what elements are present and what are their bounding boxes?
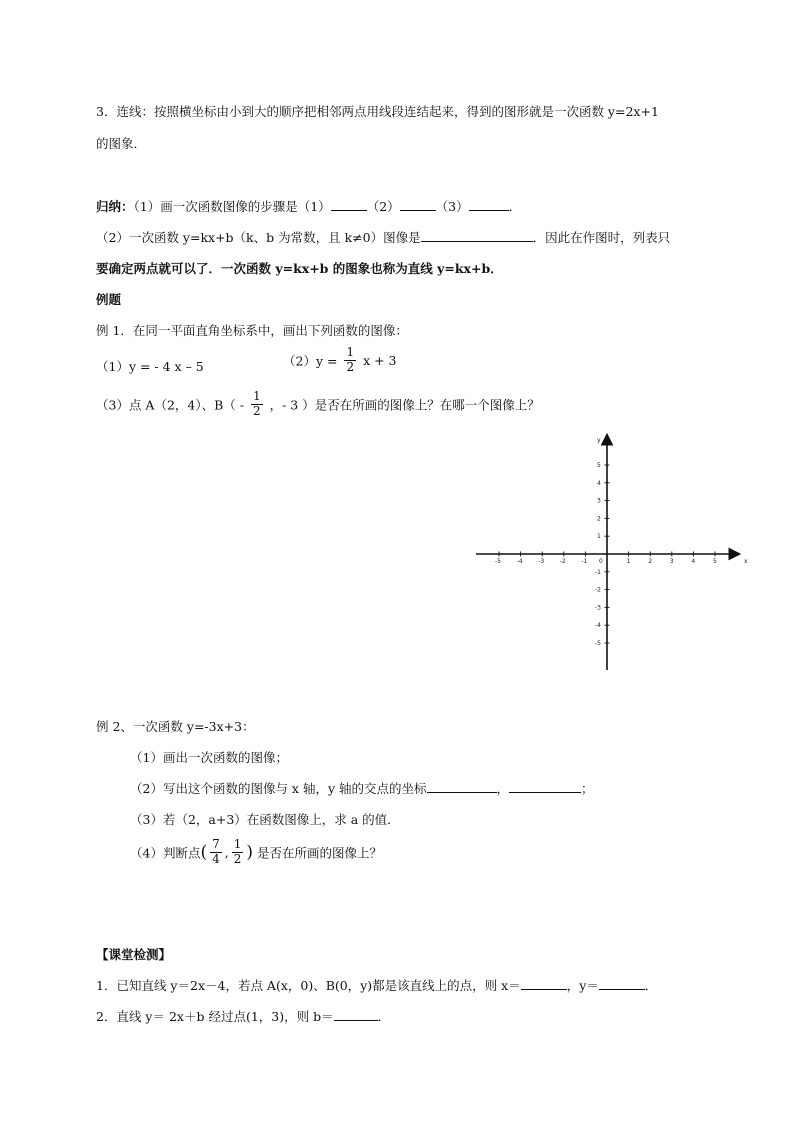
- blank-y-value: [599, 977, 645, 990]
- x-tick-label: 4: [691, 558, 696, 565]
- ex1-part2: [283, 346, 397, 375]
- x-tick-label: -4: [516, 558, 523, 565]
- ex2-p4-prefix: （4）判断点: [130, 845, 201, 861]
- check-q1: [96, 976, 657, 994]
- summary-q1-b2: （2）: [366, 199, 400, 214]
- ex2-p2-sep: ，: [496, 781, 510, 796]
- check-q2-end: ．: [377, 1009, 391, 1024]
- blank-y-intercept: [509, 780, 581, 793]
- blank-step2: [400, 198, 436, 211]
- blank-x-value: [521, 977, 567, 990]
- y-tick-label: 4: [597, 479, 601, 487]
- summary-line1: [96, 197, 521, 215]
- blank-graph-shape: [421, 229, 533, 242]
- fraction-numerator: 1: [233, 837, 242, 851]
- fraction-numerator: 1: [346, 345, 355, 359]
- ex2-part2: [130, 779, 594, 797]
- check-q2: [96, 1007, 390, 1025]
- examples-heading: 例题: [96, 292, 122, 307]
- ex2-part1: （1）画出一次函数的图像；: [130, 750, 288, 765]
- origin-label: 0: [599, 558, 603, 565]
- fraction-one-half: [251, 390, 263, 419]
- step3-line1: 3．连线：按照横坐标由小到大的顺序把相邻两点用线段连结起来，得到的图形就是一次函数 y=2x+1: [96, 104, 659, 119]
- check-q2-prefix: 2．直线 y＝ 2x＋b 经过点(1，3)，则 b＝: [96, 1009, 334, 1024]
- blank-step1: [331, 198, 367, 211]
- summary-line2: [96, 228, 670, 246]
- ex2-p2-end: ；: [581, 781, 594, 796]
- fraction-denominator: 4: [212, 851, 220, 866]
- y-axis-label: y: [597, 437, 601, 444]
- summary-q1-prefix: （1）画一次函数图像的步骤是（1）: [133, 199, 331, 214]
- blank-b-value: [334, 1008, 378, 1021]
- ex1-part3: [96, 390, 540, 419]
- summary-q1-b3: （3）: [435, 199, 469, 214]
- x-tick-label: 2: [648, 558, 653, 565]
- x-tick-label: 1: [626, 558, 631, 565]
- ex1-p3-prefix: （3）点 A（2，4）、B（ -: [96, 397, 244, 413]
- y-tick-label: -4: [595, 622, 601, 630]
- ex2-part3: （3）若（2，a+3）在函数图像上，求 a 的值．: [130, 812, 400, 827]
- ex1-p2-prefix: （2）y =: [283, 353, 338, 369]
- blank-step3: [469, 198, 509, 211]
- ex2-p2-prefix: （2）写出这个函数的图像与 x 轴，y 轴的交点的坐标: [130, 781, 427, 796]
- check-q1-prefix: 1．已知直线 y＝2x－4，若点 A(x，0)、B(0，y)都是该直线上的点，则 x＝: [96, 978, 521, 993]
- x-tick-label: -5: [495, 558, 501, 565]
- x-axis-label: x: [744, 558, 748, 565]
- summary-q2-suffix: ．因此在作图时，列表只: [532, 230, 671, 245]
- fraction-one-half: [232, 838, 244, 867]
- y-tick-label: 2: [597, 515, 601, 523]
- ex1-p2-suffix: x + 3: [363, 352, 397, 368]
- summary-title: 归纳：: [96, 199, 134, 214]
- y-tick-label: -1: [595, 568, 601, 576]
- ex2-part4: [130, 838, 382, 867]
- check-q1-mid: ，y＝: [566, 978, 599, 993]
- y-tick-label: 1: [597, 533, 601, 541]
- x-tick-label: -3: [538, 558, 545, 565]
- fraction-one-half: [344, 346, 356, 375]
- fraction-denominator: 2: [252, 403, 261, 418]
- y-tick-label: 3: [597, 497, 601, 505]
- ex1-part1: （1）y = - 4 x – 5: [96, 359, 204, 374]
- x-tick-label: 3: [669, 558, 674, 565]
- check-title: 【课堂检测】: [96, 947, 172, 962]
- fraction-numerator: 7: [212, 837, 220, 851]
- fraction-comma: ,: [224, 844, 229, 860]
- y-tick-label: -5: [595, 640, 601, 647]
- blank-x-intercept: [427, 780, 497, 793]
- ex1-title: 例 1．在同一平面直角坐标系中，画出下列函数的图像：: [96, 323, 408, 338]
- x-tick-label: -1: [581, 558, 588, 565]
- check-q1-end: ．: [644, 978, 658, 993]
- ex1-p3-suffix: ，- 3 ）是否在所画的图像上？在哪一个图像上？: [269, 397, 540, 413]
- x-tick-label: -2: [559, 558, 566, 565]
- coordinate-axes: [470, 430, 750, 675]
- y-tick-label: 5: [597, 462, 601, 469]
- y-tick-label: -2: [595, 586, 601, 594]
- fraction-denominator: 2: [346, 359, 355, 374]
- fraction-numerator: 1: [252, 389, 261, 403]
- fraction-seven-fourths: [210, 838, 222, 867]
- ex2-title: 例 2、一次函数 y=-3x+3：: [96, 719, 255, 734]
- summary-q1-end: ．: [508, 199, 522, 214]
- step3-line2: 的图象．: [96, 136, 147, 151]
- summary-q2-prefix: （2）一次函数 y=kx+b（k、b 为常数，且 k≠0）图像是: [96, 230, 421, 245]
- y-tick-label: -3: [595, 604, 601, 612]
- close-paren: ): [246, 842, 253, 863]
- ex2-p4-suffix: 是否在所画的图像上？: [256, 845, 382, 861]
- open-paren: (: [200, 842, 208, 863]
- summary-line3: 要确定两点就可以了．一次函数 y=kx+b 的图象也称为直线 y=kx+b．: [96, 261, 503, 276]
- x-tick-label: 5: [713, 558, 717, 565]
- fraction-denominator: 2: [233, 851, 242, 866]
